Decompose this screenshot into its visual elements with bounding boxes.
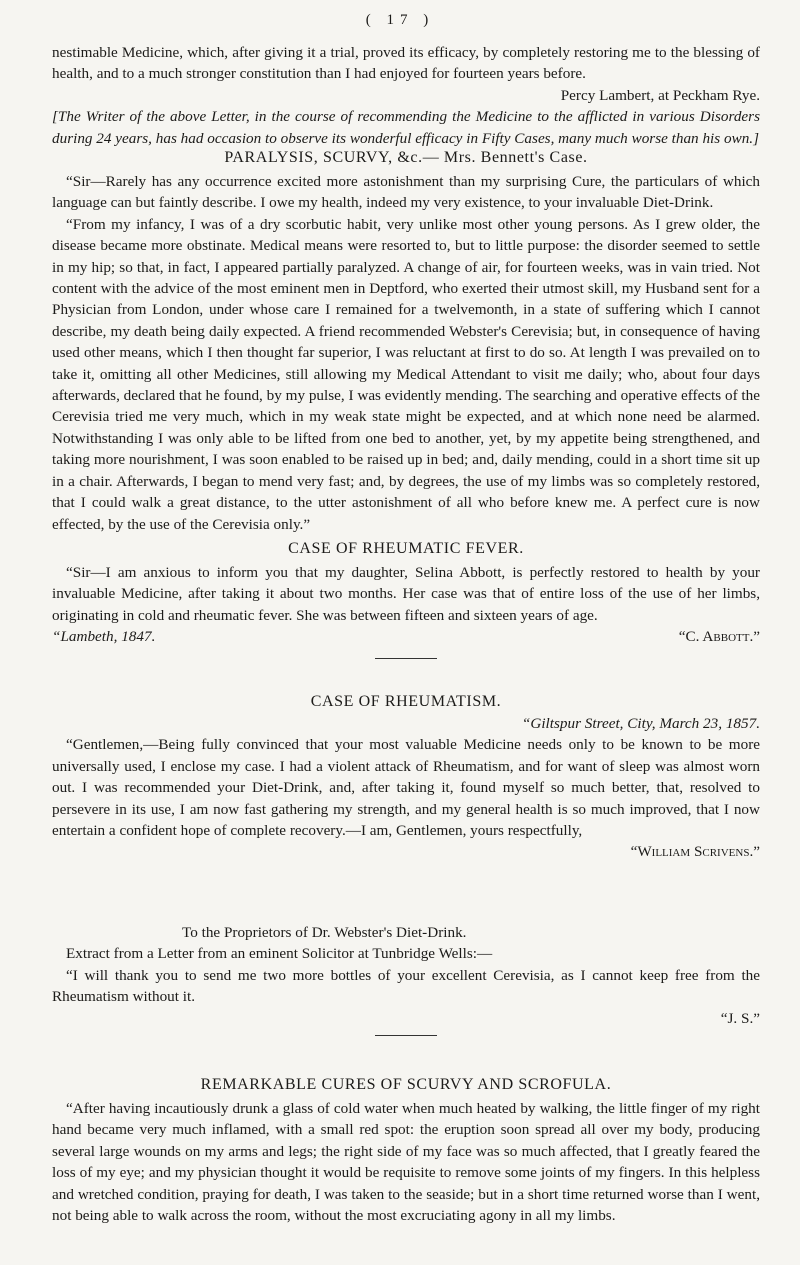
rheumatism-heading: CASE OF RHEUMATISM. (310, 693, 502, 710)
rheumatism-signature: “William Scrivens.” (630, 843, 760, 861)
page-number: ( 17 ) (365, 12, 435, 28)
rheumatic-fever-heading: CASE OF RHEUMATIC FEVER. (288, 540, 524, 557)
proprietors-address: To the Proprietors of Dr. Webster's Diet-Drink. (182, 924, 467, 941)
editor-note: [The Writer of the above Letter, in the course of recommending the Medicine to the afflicted in various Disorders during 24 years, has had occasion to observe its wonderful efficacy in Fifty Cases, many much worse than his own.] (52, 108, 760, 147)
paralysis-section (52, 147, 760, 535)
rheumatism-paragraph: “Gentlemen,—Being fully convinced that your most valuable Medicine needs only to be known to be more universally used, I enclose my case. I had a violent attack of Rheumatism, and for want of sleep was almost worn out. I was recommended your Diet-Drink, and, after taking it, found myself so much better, that, resolved to persevere in its use, I am now fast gathering my strength, and my general health is so much improved, that I now entertain a confident hope of complete recovery.—I am, Gentlemen, yours respectfully, (52, 736, 760, 840)
rheumatic-fever-footer (52, 626, 760, 647)
proprietors-section (52, 922, 760, 1036)
section-divider (375, 658, 437, 659)
intro-signature: Percy Lambert, at Peckham Rye. (560, 86, 760, 104)
rheumatism-dateline: “Giltspur Street, City, March 23, 1857. (521, 715, 760, 732)
solicitor-signature: “J. S.” (720, 1009, 760, 1027)
intro-section (52, 42, 760, 149)
rheumatic-fever-paragraph: “Sir—I am anxious to inform you that my daughter, Selina Abbott, is perfectly restored to health by your invaluable Medicine, after taking it about two months. Her case was that of entire loss of the use of her limbs, originating in cold and rheumatic fever. She was between fifteen and sixteen years of age. (52, 564, 760, 624)
scurvy-paragraph: “After having incautiously drunk a glass of cold water when much heated by walking, the little finger of my right hand became very much inflamed, with a small red spot: the eruption soon spread all over my body, producing several large wounds on my arms and legs; the right side of my face was so much affected, that I greatly feared the loss of my eye; and my physician thought it would be requisite to remove some joints of my fingers. In this helpless and wretched condition, praying for death, I was taken to the seaside; but in a short time returned worse than I went, not being able to walk across the room, without the most excruciating agony in all my limbs. (52, 1100, 760, 1225)
rheumatic-fever-signature: “C. Abbott.” (678, 628, 760, 646)
extract-intro: Extract from a Letter from an eminent Solicitor at Tunbridge Wells:— (66, 945, 493, 963)
rheumatic-fever-place: “Lambeth, 1847. (52, 628, 156, 646)
paralysis-paragraph-1: “Sir—Rarely has any occurrence excited more astonishment than my surprising Cure, the particulars of which language can but faintly describe. I owe my health, indeed my very existence, to your invaluable Diet-Drink. (52, 173, 760, 212)
rheumatic-fever-section (52, 538, 760, 659)
solicitor-quote: “I will thank you to send me two more bottles of your excellent Cerevisia, as I cannot keep free from the Rheumatism without it. (52, 966, 760, 1006)
intro-paragraph: nestimable Medicine, which, after giving it a trial, proved its efficacy, by completely restoring me to the blessing of health, and to a much stronger constitution than I had enjoyed for fourteen years before. (52, 44, 760, 83)
scurvy-section (52, 1074, 760, 1226)
paralysis-heading: PARALYSIS, SCURVY, &c.— Mrs. Bennett's Case. (224, 149, 588, 166)
paralysis-paragraph-2: “From my infancy, I was of a dry scorbutic habit, very unlike most other young persons. As I grew older, the disease became more obstinate. Medical means were resorted to, but to little purpose: the disorder seemed to settle in my hip; so that, in fact, I appeared partially paralyzed. A change of air, for fourteen weeks, was in vain tried. Not content with the advice of the most eminent men in Deptford, who exerted their utmost skill, my Husband sent for a Physician from London, under whose care I remained for a twelvemonth, in a state of suffering which I cannot describe, my death being daily expected. A friend recommended Webster's Cerevisia; but, in consequence of having used other means, which I then thought far superior, I was reluctant at first to do so. At length I was prevailed on to take it, omitting all other Medicines, still allowing my Medical Attendant to visit me daily; who, about four days afterwards, declared that he found, by my pulse, I was evidently mending. The searching and operative effects of the Cerevisia tried me very much, which in my weak state might be expected, and at which none need be alarmed. Notwithstanding I was only able to be lifted from one bed to another, yet, by my appetite being strengthened, and taking more nourishment, I was soon enabled to be raised up in bed; and, daily mending, could in a short time sit up in a chair. Afterwards, I began to mend very fast; and, by degrees, the use of my limbs was so completely restored, that I could walk a great distance, to the utter astonishment of all who before knew me. A perfect cure is now effected, by the use of the Cerevisia only.” (52, 215, 760, 533)
rheumatism-section (52, 691, 760, 863)
scurvy-heading: REMARKABLE CURES OF SCURVY AND SCROFULA. (200, 1076, 612, 1093)
section-divider (375, 1035, 437, 1036)
